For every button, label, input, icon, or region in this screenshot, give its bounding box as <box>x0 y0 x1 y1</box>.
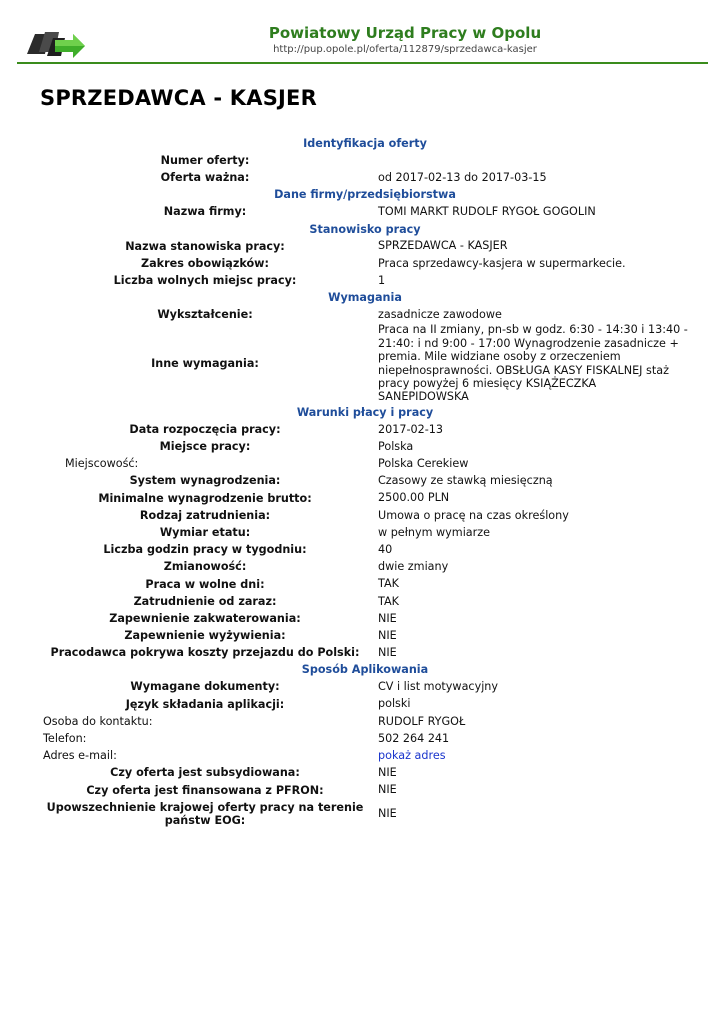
row-label: Minimalne wynagrodzenie brutto: <box>98 491 312 505</box>
row-label: Miejscowość: <box>65 457 139 471</box>
table-row <box>40 558 690 575</box>
row-value: 1 <box>378 273 386 287</box>
section-title: Identyfikacja oferty <box>303 137 427 150</box>
row-label: Oferta ważna: <box>160 171 250 185</box>
row-value: Praca na II zmiany, pn-sb w godz. 6:30 - 14:30 i 13:40 - 21:40: i nd 9:00 - 17:00 Wynagrodzenie zasadnicze + premia. Mile widziane osoby z orzeczeniem niepełnosprawności. OBSŁUGA KASY FISKALNEJ staż pracy powyżej 6 miesięcy KSIĄŻECZKA SANEPIDOWSKA <box>378 323 688 404</box>
row-value: TAK <box>378 577 399 591</box>
table-row <box>40 524 690 541</box>
row-label: Osoba do kontaktu: <box>43 714 153 728</box>
row-value: 2500.00 PLN <box>378 491 450 505</box>
org-name: Powiatowy Urząd Pracy w Opolu <box>268 24 542 42</box>
row-label: Zatrudnienie od zaraz: <box>133 594 277 608</box>
row-value: SPRZEDAWCA - KASJER <box>378 239 508 253</box>
table-row <box>40 472 690 489</box>
row-value <box>378 152 690 169</box>
row-value: polski <box>378 697 411 711</box>
table-row <box>40 203 690 220</box>
row-value: NIE <box>378 806 397 820</box>
section-header <box>40 221 690 238</box>
table-row <box>40 323 690 403</box>
table-row <box>40 238 690 255</box>
table-row <box>40 627 690 644</box>
header-divider <box>17 62 708 64</box>
row-label: Data rozpoczęcia pracy: <box>129 422 281 436</box>
row-value: RUDOLF RYGOŁ <box>378 714 466 728</box>
row-label: Upowszechnienie krajowej oferty pracy na terenie państw EOG: <box>46 800 364 827</box>
section-header <box>40 135 690 152</box>
row-value: Czasowy ze stawką miesięczną <box>378 474 553 488</box>
table-row <box>40 455 690 472</box>
table-row <box>40 644 690 661</box>
table-row <box>40 575 690 592</box>
row-label: Nazwa firmy: <box>163 205 247 219</box>
table-row <box>40 306 690 323</box>
row-value: NIE <box>378 766 397 780</box>
table-row <box>40 610 690 627</box>
row-label: Pracodawca pokrywa koszty przejazdu do Polski: <box>50 646 360 660</box>
row-value: NIE <box>378 628 397 642</box>
row-value: 2017-02-13 <box>378 422 444 436</box>
section-title: Sposób Aplikowania <box>301 663 429 677</box>
page-header <box>17 16 708 64</box>
table-row <box>40 490 690 507</box>
row-label: Adres e-mail: <box>43 749 117 763</box>
offer-details-table <box>40 135 690 829</box>
row-label: Zakres obowiązków: <box>140 256 269 270</box>
row-value: w pełnym wymiarze <box>378 525 491 539</box>
table-row <box>40 764 690 781</box>
offer-url: http://pup.opole.pl/oferta/112879/sprzedawca-kasjer <box>273 44 537 55</box>
row-label: Numer oferty: <box>160 154 250 168</box>
row-label: Język składania aplikacji: <box>125 697 285 711</box>
row-label: System wynagrodzenia: <box>129 474 281 488</box>
row-value: dwie zmiany <box>378 560 449 574</box>
table-row <box>40 696 690 713</box>
section-header <box>40 186 690 203</box>
row-label: Telefon: <box>43 732 87 746</box>
row-value: TOMI MARKT RUDOLF RYGOŁ GOGOLIN <box>378 205 596 219</box>
row-label: Zmianowość: <box>163 560 247 574</box>
row-value: TAK <box>378 594 399 608</box>
row-value: 40 <box>378 542 393 556</box>
table-row <box>40 152 690 169</box>
table-row <box>40 255 690 272</box>
row-value: NIE <box>378 611 397 625</box>
section-title: Dane firmy/przedsiębiorstwa <box>274 188 456 202</box>
row-label: Zapewnienie wyżywienia: <box>124 629 286 643</box>
section-title: Wymagania <box>328 291 402 305</box>
table-row <box>40 541 690 558</box>
table-row <box>40 782 690 799</box>
row-value: Umowa o pracę na czas określony <box>378 508 569 522</box>
row-value: od 2017-02-13 do 2017-03-15 <box>378 171 547 185</box>
table-row <box>40 678 690 695</box>
row-label: Rodzaj zatrudnienia: <box>139 508 271 522</box>
row-label: Praca w wolne dni: <box>145 577 265 591</box>
section-header <box>40 661 690 678</box>
row-label: Czy oferta jest finansowana z PFRON: <box>86 783 324 797</box>
row-label: Liczba wolnych miejsc pracy: <box>113 274 297 288</box>
section-title: Warunki płacy i pracy <box>296 405 434 419</box>
table-row <box>40 713 690 730</box>
section-header <box>40 289 690 306</box>
section-header <box>40 404 690 421</box>
row-label: Czy oferta jest subsydiowana: <box>110 766 300 780</box>
row-label: Inne wymagania: <box>151 357 259 371</box>
table-row <box>40 421 690 438</box>
table-row <box>40 747 690 764</box>
show-email-link[interactable]: pokaż adres <box>378 749 446 763</box>
row-value: Praca sprzedawcy-kasjera w supermarkecie. <box>378 256 626 270</box>
table-row <box>40 272 690 289</box>
table-row <box>40 438 690 455</box>
row-value: NIE <box>378 646 397 660</box>
row-value: zasadnicze zawodowe <box>378 308 502 322</box>
page-title: SPRZEDAWCA - KASJER <box>40 86 317 110</box>
table-row <box>40 169 690 186</box>
table-row <box>40 730 690 747</box>
row-label: Liczba godzin pracy w tygodniu: <box>103 543 307 557</box>
row-value: Polska <box>378 439 414 453</box>
row-label: Miejsce pracy: <box>159 440 251 454</box>
row-label: Wykształcenie: <box>157 308 253 322</box>
row-value: NIE <box>378 783 397 797</box>
row-label: Zapewnienie zakwaterowania: <box>109 611 301 625</box>
row-label: Wymiar etatu: <box>159 525 251 539</box>
row-value: Polska Cerekiew <box>378 457 469 471</box>
table-row <box>40 507 690 524</box>
row-label: Nazwa stanowiska pracy: <box>125 239 285 253</box>
table-row <box>40 799 690 829</box>
row-label: Wymagane dokumenty: <box>130 680 280 694</box>
row-value: 502 264 241 <box>378 731 450 745</box>
row-value: CV i list motywacyjny <box>378 680 499 694</box>
section-title: Stanowisko pracy <box>309 222 421 236</box>
table-row <box>40 593 690 610</box>
